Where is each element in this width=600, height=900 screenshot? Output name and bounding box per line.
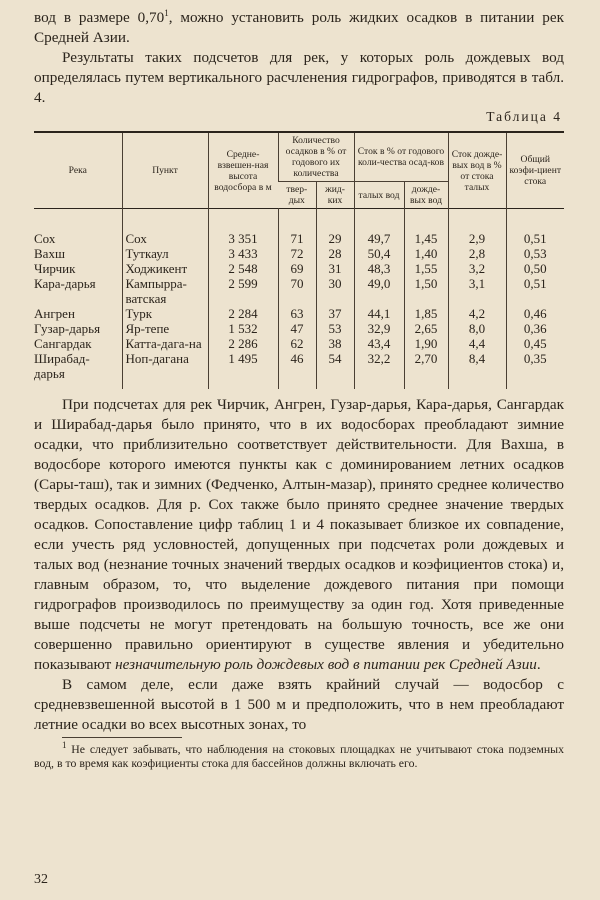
header-river: Река [34, 132, 122, 209]
table-header [34, 132, 564, 209]
cell-liquid: 53 [316, 321, 354, 336]
paragraph-last: В самом деле, если даже взять крайний случай — водосбор с средневзвешенной высотой в 1 500 м и предположить, что в нем преобладают летние осадки во всех высотных зонах, то [34, 676, 564, 733]
cell-rain: 2,65 [404, 321, 448, 336]
cell-point: Турк [122, 306, 208, 321]
cell-rain: 1,55 [404, 261, 448, 276]
table-row [34, 321, 564, 336]
cell-liquid: 54 [316, 351, 354, 389]
cell-liquid: 38 [316, 336, 354, 351]
paragraph-top-rest: , можно установить роль жидких осадков в питании рек Средней Азии. [34, 9, 564, 46]
cell-coef: 0,46 [506, 306, 564, 321]
cell-height: 1 532 [208, 321, 278, 336]
table-caption: Таблица 4 [486, 109, 562, 124]
cell-river: Кара-дарья [34, 276, 96, 291]
header-solid: твер-дых [286, 184, 308, 206]
cell-melt: 32,9 [354, 321, 404, 336]
cell-liquid: 29 [316, 209, 354, 247]
header-liquid: жид-ких [316, 182, 354, 209]
header-height: Средне-взвешен-ная высота водосбора в м [208, 132, 278, 209]
paragraph-main [34, 395, 564, 675]
cell-liquid: 28 [316, 246, 354, 261]
cell-ratio: 3,2 [448, 261, 506, 276]
cell-ratio: 8,4 [448, 351, 506, 389]
cell-ratio: 4,4 [448, 336, 506, 351]
header-point: Пункт [122, 132, 208, 209]
cell-melt: 43,4 [354, 336, 404, 351]
cell-height: 2 548 [208, 261, 278, 276]
table-row [34, 209, 564, 247]
cell-coef: 0,50 [506, 261, 564, 276]
cell-solid: 70 [278, 276, 316, 306]
cell-melt: 49,7 [354, 209, 404, 247]
cell-melt: 48,3 [354, 261, 404, 276]
paragraph-top-text: вод в размере 0,70 [34, 9, 165, 26]
footnote-ref: 1 [164, 7, 169, 18]
header-coef: Общий коэфи-циент стока [506, 132, 564, 209]
cell-river: Сох [34, 231, 56, 246]
cell-point: Яр-тепе [122, 321, 208, 336]
cell-rain: 1,45 [404, 209, 448, 247]
cell-ratio: 2,8 [448, 246, 506, 261]
data-table [34, 131, 564, 389]
cell-river: Гузар-дарья [34, 321, 101, 336]
cell-coef: 0,51 [506, 209, 564, 247]
cell-solid: 72 [278, 246, 316, 261]
cell-solid: 47 [278, 321, 316, 336]
cell-point: Катта-дага-на [122, 336, 208, 351]
cell-point: Ноп-дагана [122, 351, 208, 389]
cell-river: Ширабад-дарья [34, 351, 90, 381]
cell-melt: 44,1 [354, 306, 404, 321]
paragraph-main-text: При подсчетах для рек Чирчик, Ангрен, Гузар-дарья, Кара-дарья, Сангардак и Ширабад-дарья было принято, что в их водосборах преобладают зимние осадки, что приблизительно соответствует действительности. Для Вахша, в водосборе которого имеются пункты как с доминированием летних осадков (Сары-таш), так и зимних (Федченко, Алтын-мазар), принято среднее количество твердых осадков. Для р. Сох также было принято среднее значение твердых осадков. Сопоставление цифр таблиц 1 и 4 показывает близкое их совпадение, если учесть ряд условностей, допущенных при подсчетах роли дождевых и талых вод (незнание точных значений твердых осадков и коэфициентов стока) и, главным образом, то, что выделение дождевого питания при помощи гидрографов производилось по преимуществу за один год. Хотя приведенные выше подсчеты не могут претендовать на большую точность, все же они совершенно правильно ориентируют в существе явления и убедительно показывают [34, 396, 564, 673]
cell-height: 1 495 [208, 351, 278, 389]
cell-point: Ходжикент [122, 261, 208, 276]
cell-rain: 1,50 [404, 276, 448, 306]
cell-river: Вахш [34, 246, 65, 261]
cell-solid: 71 [278, 209, 316, 247]
cell-rain: 2,70 [404, 351, 448, 389]
table-row [34, 306, 564, 321]
cell-coef: 0,35 [506, 351, 564, 389]
cell-solid: 63 [278, 306, 316, 321]
page-number: 32 [34, 872, 48, 887]
cell-coef: 0,53 [506, 246, 564, 261]
header-flow-group: Сток в % от годового коли-чества осад-ков [354, 132, 448, 182]
cell-height: 3 351 [208, 209, 278, 247]
cell-coef: 0,36 [506, 321, 564, 336]
footnote-mark: 1 [62, 740, 67, 751]
cell-rain: 1,40 [404, 246, 448, 261]
paragraph-main-end: . [536, 656, 541, 673]
header-rain: дожде-вых вод [404, 182, 448, 209]
paragraph-main-emphasis: незначительную роль дождевых вод в питании рек Средней Азии [115, 656, 537, 673]
cell-liquid: 30 [316, 276, 354, 306]
cell-point: Кампырра-ватская [122, 276, 208, 306]
cell-melt: 50,4 [354, 246, 404, 261]
cell-melt: 49,0 [354, 276, 404, 306]
cell-point: Сох [122, 209, 208, 247]
cell-ratio: 4,2 [448, 306, 506, 321]
table-row [34, 261, 564, 276]
paragraph-top [34, 8, 564, 48]
footnote-text: Не следует забывать, что наблюдения на стоковых площадках не учитывают стока подземных вод, в то время как коэфициенты стока для бассейнов должны включать его. [34, 742, 564, 770]
cell-river: Чирчик [34, 261, 76, 276]
cell-ratio: 8,0 [448, 321, 506, 336]
cell-solid: 62 [278, 336, 316, 351]
cell-solid: 46 [278, 351, 316, 389]
table-row [34, 336, 564, 351]
cell-height: 2 284 [208, 306, 278, 321]
cell-liquid: 37 [316, 306, 354, 321]
cell-point: Туткаул [122, 246, 208, 261]
cell-melt: 32,2 [354, 351, 404, 389]
table-row [34, 246, 564, 261]
table-body [34, 209, 564, 390]
cell-ratio: 3,1 [448, 276, 506, 306]
cell-height: 3 433 [208, 246, 278, 261]
header-rainflow: Сток дожде-вых вод в % от стока талых [448, 132, 506, 209]
header-precip-group: Количество осадков в % от годового их количества [278, 132, 354, 182]
cell-height: 2 599 [208, 276, 278, 306]
table-row [34, 351, 564, 389]
cell-river: Сангардак [34, 336, 92, 351]
cell-coef: 0,45 [506, 336, 564, 351]
paragraph-intro: Результаты таких подсчетов для рек, у которых роль дождевых вод определялась путем вертикального расчленения гидрографов, приводятся в табл. 4. [34, 49, 564, 106]
cell-river: Ангрен [34, 306, 75, 321]
cell-coef: 0,51 [506, 276, 564, 306]
cell-rain: 1,85 [404, 306, 448, 321]
cell-solid: 69 [278, 261, 316, 276]
table-row [34, 276, 564, 306]
footnote [34, 742, 564, 770]
cell-height: 2 286 [208, 336, 278, 351]
cell-liquid: 31 [316, 261, 354, 276]
header-melt: талых вод [354, 182, 404, 209]
cell-rain: 1,90 [404, 336, 448, 351]
footnote-rule [62, 737, 182, 738]
cell-ratio: 2,9 [448, 209, 506, 247]
